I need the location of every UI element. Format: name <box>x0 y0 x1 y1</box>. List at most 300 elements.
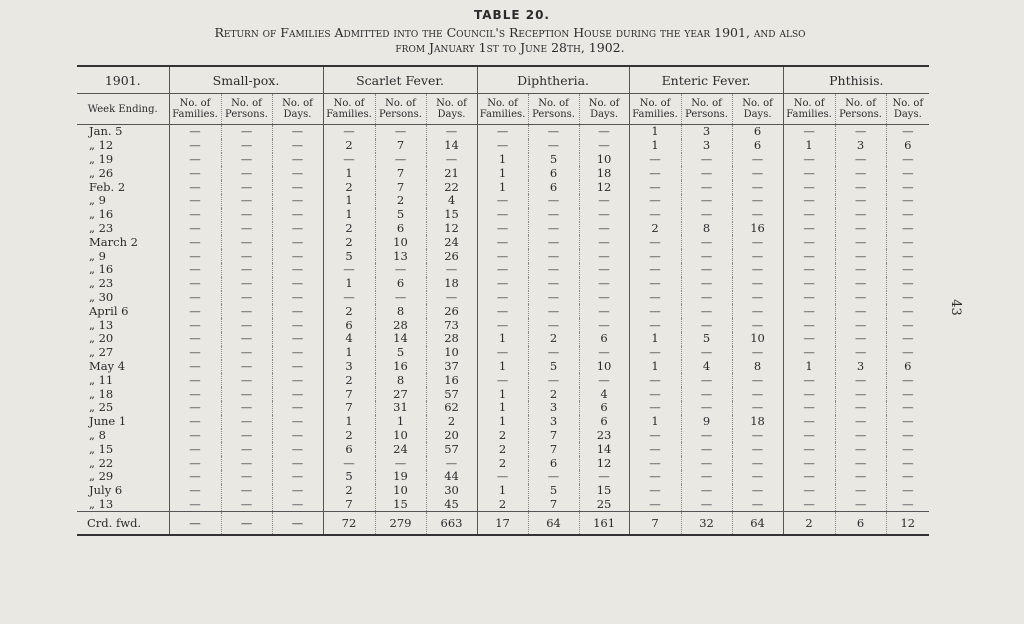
table-cell: — <box>732 373 783 387</box>
table-cell: — <box>528 222 579 236</box>
table-cell: 31 <box>375 401 426 415</box>
table-cell: — <box>477 139 528 153</box>
table-cell: — <box>272 318 323 332</box>
table-cell: — <box>477 304 528 318</box>
total-cell: 279 <box>375 512 426 536</box>
table-cell: — <box>629 387 681 401</box>
table-cell: 25 <box>579 498 629 512</box>
table-cell: — <box>221 456 272 470</box>
table-cell: — <box>835 291 886 305</box>
table-cell: 1 <box>629 125 681 139</box>
week-ending-cell: Jan. 5 <box>89 124 123 139</box>
total-cell: 2 <box>783 512 835 536</box>
table-cell: — <box>783 415 835 429</box>
table-cell: — <box>835 180 886 194</box>
table-cell: — <box>477 346 528 360</box>
table-cell: 1 <box>629 139 681 153</box>
table-cell: 16 <box>426 373 477 387</box>
table-cell: — <box>272 125 323 139</box>
table-cell: — <box>221 484 272 498</box>
table-cell: — <box>221 498 272 512</box>
table-cell: 1 <box>629 415 681 429</box>
table-cell: — <box>835 304 886 318</box>
table-cell: — <box>783 249 835 263</box>
table-cell: — <box>426 456 477 470</box>
table-cell: 6 <box>375 222 426 236</box>
total-cell: — <box>221 512 272 536</box>
table-cell: — <box>169 304 221 318</box>
table-cell: 10 <box>375 484 426 498</box>
table-row <box>77 222 929 236</box>
table-cell: 30 <box>426 484 477 498</box>
table-cell: — <box>272 235 323 249</box>
table-cell: — <box>169 125 221 139</box>
table-cell: 23 <box>579 429 629 443</box>
table-row <box>77 456 929 470</box>
table-cell: — <box>886 387 929 401</box>
table-cell: — <box>629 249 681 263</box>
table-cell: 16 <box>732 222 783 236</box>
table-cell: — <box>477 208 528 222</box>
table-cell: 13 <box>375 249 426 263</box>
table-cell: 7 <box>375 139 426 153</box>
table-cell: — <box>426 125 477 139</box>
table-cell: 1 <box>783 139 835 153</box>
table-cell: — <box>169 470 221 484</box>
sub-header-cell: No. of Persons. <box>835 94 886 125</box>
table-cell: — <box>629 194 681 208</box>
table-row <box>77 360 929 374</box>
table-cell: — <box>783 235 835 249</box>
table-cell: — <box>629 235 681 249</box>
table-cell: — <box>528 263 579 277</box>
table-row <box>77 318 929 332</box>
table-cell: 57 <box>426 442 477 456</box>
group-header-smallpox: Small-pox. <box>169 66 323 94</box>
table-cell: 2 <box>477 442 528 456</box>
table-cell: 15 <box>579 484 629 498</box>
table-cell: — <box>221 415 272 429</box>
table-cell: — <box>477 222 528 236</box>
table-cell: — <box>169 456 221 470</box>
table-row <box>77 373 929 387</box>
table-cell: 1 <box>477 415 528 429</box>
table-cell: 2 <box>477 429 528 443</box>
table-cell: — <box>169 222 221 236</box>
table-cell: 6 <box>579 332 629 346</box>
group-header-row <box>77 66 929 94</box>
table-cell: — <box>886 304 929 318</box>
table-cell: 2 <box>426 415 477 429</box>
table-row <box>77 153 929 167</box>
table-cell: — <box>629 166 681 180</box>
sub-header-cell: No. of Persons. <box>528 94 579 125</box>
table-cell: — <box>221 332 272 346</box>
table-cell: — <box>629 153 681 167</box>
total-cell: 64 <box>732 512 783 536</box>
table-cell: — <box>629 401 681 415</box>
table-cell: — <box>477 125 528 139</box>
table-cell: 7 <box>528 442 579 456</box>
table-cell: 1 <box>323 208 375 222</box>
table-row <box>77 304 929 318</box>
table-cell: — <box>528 291 579 305</box>
table-cell: — <box>375 291 426 305</box>
table-cell: — <box>886 277 929 291</box>
table-cell: — <box>272 222 323 236</box>
week-ending-cell: May 4 <box>89 358 126 373</box>
table-cell: — <box>732 277 783 291</box>
table-row <box>77 249 929 263</box>
table-row <box>77 194 929 208</box>
table-cell: — <box>221 291 272 305</box>
table-cell: — <box>528 304 579 318</box>
table-row <box>77 498 929 512</box>
total-row <box>77 512 929 536</box>
table-cell: — <box>681 166 732 180</box>
table-cell: 5 <box>323 470 375 484</box>
table-cell: 26 <box>426 249 477 263</box>
table-row <box>77 235 929 249</box>
table-cell: 1 <box>323 194 375 208</box>
table-cell: — <box>732 429 783 443</box>
table-cell: — <box>323 153 375 167</box>
table-cell: 4 <box>681 360 732 374</box>
table-cell: — <box>783 401 835 415</box>
table-cell: — <box>835 498 886 512</box>
table-cell: 14 <box>426 139 477 153</box>
table-cell: — <box>783 332 835 346</box>
table-cell: — <box>835 318 886 332</box>
table-cell: — <box>272 484 323 498</box>
table-cell: — <box>681 153 732 167</box>
table-cell: — <box>783 456 835 470</box>
table-cell: — <box>732 208 783 222</box>
table-cell: — <box>732 153 783 167</box>
table-cell: — <box>169 180 221 194</box>
table-cell: — <box>221 277 272 291</box>
table-cell: — <box>681 291 732 305</box>
sub-header-cell: No. of Families. <box>323 94 375 125</box>
table-cell: 7 <box>528 498 579 512</box>
page-number: 43 <box>948 299 964 316</box>
table-cell: 1 <box>477 401 528 415</box>
total-cell: — <box>169 512 221 536</box>
table-cell: — <box>886 373 929 387</box>
table-cell: — <box>835 456 886 470</box>
table-cell: — <box>272 304 323 318</box>
table-cell: — <box>783 263 835 277</box>
table-row <box>77 139 929 153</box>
table-cell: — <box>579 470 629 484</box>
table-cell: — <box>528 139 579 153</box>
table-cell: — <box>528 277 579 291</box>
table-cell: 6 <box>886 360 929 374</box>
total-cell: 32 <box>681 512 732 536</box>
table-cell: — <box>169 208 221 222</box>
table-cell: — <box>732 498 783 512</box>
table-cell: — <box>579 304 629 318</box>
table-cell: 2 <box>323 373 375 387</box>
week-ending-cell: „ 19 <box>89 151 114 166</box>
table-cell: — <box>579 263 629 277</box>
week-ending-cell: „ 20 <box>89 331 114 346</box>
total-cell: 72 <box>323 512 375 536</box>
table-cell: — <box>681 277 732 291</box>
table-cell: — <box>272 180 323 194</box>
table-cell: 7 <box>528 429 579 443</box>
table-cell: — <box>272 401 323 415</box>
table-cell: — <box>477 291 528 305</box>
table-row <box>77 387 929 401</box>
table-cell: — <box>886 166 929 180</box>
table-cell: 2 <box>323 429 375 443</box>
table-cell: — <box>629 304 681 318</box>
week-ending-cell: „ 27 <box>89 345 114 360</box>
table-cell: — <box>732 318 783 332</box>
table-cell: 45 <box>426 498 477 512</box>
table-cell: 1 <box>477 484 528 498</box>
table-cell: 10 <box>579 360 629 374</box>
table-cell: — <box>375 263 426 277</box>
table-cell: — <box>681 470 732 484</box>
table-cell: — <box>579 194 629 208</box>
table-cell: — <box>528 249 579 263</box>
table-cell: — <box>629 263 681 277</box>
table-cell: 10 <box>426 346 477 360</box>
table-cell: — <box>783 442 835 456</box>
table-cell: — <box>783 484 835 498</box>
table-cell: 5 <box>375 208 426 222</box>
week-ending-cell: Feb. 2 <box>89 179 126 194</box>
sub-header-cell: No. of Families. <box>783 94 835 125</box>
table-cell: 1 <box>323 415 375 429</box>
table-cell: 5 <box>375 346 426 360</box>
table-cell: — <box>477 235 528 249</box>
week-ending-cell: „ 9 <box>89 193 106 208</box>
table-cell: — <box>272 277 323 291</box>
table-cell: — <box>579 277 629 291</box>
table-cell: 6 <box>323 318 375 332</box>
table-cell: 1 <box>375 415 426 429</box>
table-cell: — <box>169 387 221 401</box>
table-cell: 1 <box>477 332 528 346</box>
table-cell: — <box>272 456 323 470</box>
table-cell: — <box>835 208 886 222</box>
table-body <box>77 125 929 512</box>
table-cell: 5 <box>528 153 579 167</box>
table-cell: — <box>221 235 272 249</box>
table-cell: 21 <box>426 166 477 180</box>
group-header-diphtheria: Diphtheria. <box>477 66 629 94</box>
table-cell: — <box>528 318 579 332</box>
table-cell: — <box>221 208 272 222</box>
table-cell: — <box>681 194 732 208</box>
table-cell: 2 <box>323 304 375 318</box>
table-row <box>77 208 929 222</box>
table-cell: 3 <box>528 415 579 429</box>
table-cell: — <box>169 415 221 429</box>
table-cell: 2 <box>629 222 681 236</box>
table-cell: 28 <box>426 332 477 346</box>
table-cell: — <box>886 401 929 415</box>
table-cell: — <box>783 208 835 222</box>
table-cell: — <box>681 346 732 360</box>
sub-header-cell: No. of Days. <box>886 94 929 125</box>
table-cell: — <box>835 332 886 346</box>
table-row <box>77 166 929 180</box>
table-cell: 1 <box>629 360 681 374</box>
table-cell: — <box>169 277 221 291</box>
table-cell: — <box>221 346 272 360</box>
table-cell: 6 <box>528 166 579 180</box>
table-cell: — <box>579 373 629 387</box>
table-cell: 12 <box>579 456 629 470</box>
table-row <box>77 429 929 443</box>
table-cell: 5 <box>681 332 732 346</box>
table-cell: — <box>221 125 272 139</box>
table-cell: 1 <box>323 277 375 291</box>
table-cell: — <box>629 456 681 470</box>
table-cell: — <box>835 442 886 456</box>
table-cell: — <box>835 346 886 360</box>
total-cell: 6 <box>835 512 886 536</box>
table-cell: — <box>272 208 323 222</box>
table-cell: — <box>579 208 629 222</box>
table-cell: — <box>886 332 929 346</box>
table-cell: — <box>169 249 221 263</box>
table-cell: — <box>272 429 323 443</box>
table-cell: — <box>783 194 835 208</box>
table-cell: — <box>272 153 323 167</box>
table-cell: — <box>835 373 886 387</box>
table-cell: — <box>426 263 477 277</box>
table-cell: 19 <box>375 470 426 484</box>
table-cell: 4 <box>579 387 629 401</box>
table-cell: — <box>221 304 272 318</box>
table-cell: — <box>528 194 579 208</box>
table-cell: — <box>477 194 528 208</box>
table-cell: — <box>732 235 783 249</box>
total-cell: — <box>272 512 323 536</box>
table-cell: 1 <box>323 346 375 360</box>
week-ending-cell: „ 18 <box>89 386 114 401</box>
table-cell: — <box>783 304 835 318</box>
table-cell: 73 <box>426 318 477 332</box>
table-cell: — <box>169 194 221 208</box>
table-cell: — <box>732 484 783 498</box>
sub-header-cell: No. of Days. <box>732 94 783 125</box>
sub-header-cell: No. of Days. <box>426 94 477 125</box>
table-cell: — <box>732 401 783 415</box>
sub-header-cell: No. of Days. <box>579 94 629 125</box>
week-ending-cell: „ 26 <box>89 165 114 180</box>
sub-header-cell: No. of Persons. <box>375 94 426 125</box>
table-cell: 1 <box>783 360 835 374</box>
week-ending-cell: „ 30 <box>89 289 114 304</box>
table-cell: 10 <box>375 429 426 443</box>
table-cell: — <box>835 125 886 139</box>
table-cell: 2 <box>375 194 426 208</box>
table-cell: — <box>477 249 528 263</box>
table-cell: — <box>477 277 528 291</box>
table-cell: 1 <box>629 332 681 346</box>
table-cell: — <box>528 470 579 484</box>
table-cell: 1 <box>477 180 528 194</box>
table-cell: — <box>783 346 835 360</box>
table-cell: — <box>835 235 886 249</box>
table-cell: 15 <box>375 498 426 512</box>
week-ending-cell: „ 8 <box>89 427 106 442</box>
table-cell: — <box>169 139 221 153</box>
table-cell: — <box>629 180 681 194</box>
week-ending-cell: „ 23 <box>89 276 114 291</box>
sub-header-cell: No. of Families. <box>169 94 221 125</box>
total-cell: 663 <box>426 512 477 536</box>
table-cell: — <box>835 153 886 167</box>
table-cell: 2 <box>323 235 375 249</box>
table-cell: — <box>221 139 272 153</box>
table-cell: 6 <box>732 125 783 139</box>
table-cell: — <box>783 180 835 194</box>
table-cell: — <box>886 498 929 512</box>
table-cell: 8 <box>681 222 732 236</box>
table-cell: — <box>375 125 426 139</box>
week-ending-cell: „ 15 <box>89 441 114 456</box>
table-cell: — <box>732 194 783 208</box>
table-cell: 10 <box>732 332 783 346</box>
table-cell: — <box>835 249 886 263</box>
table-cell: — <box>732 442 783 456</box>
table-cell: 37 <box>426 360 477 374</box>
table-row <box>77 442 929 456</box>
subtitle-line-2: from January 1st to June 28th, 1902. <box>395 40 625 55</box>
table-cell: — <box>579 125 629 139</box>
sub-header-cell: No. of Families. <box>477 94 528 125</box>
table-cell: — <box>629 346 681 360</box>
table-cell: 2 <box>477 456 528 470</box>
table-cell: — <box>169 291 221 305</box>
sub-header-cell: No. of Persons. <box>681 94 732 125</box>
table-cell: — <box>221 318 272 332</box>
table-cell: 8 <box>732 360 783 374</box>
total-label: Crd. fwd. <box>77 512 169 536</box>
table-cell: — <box>732 180 783 194</box>
table-cell: — <box>681 304 732 318</box>
week-ending-header: Week Ending. <box>77 94 169 125</box>
table-cell: 1 <box>477 153 528 167</box>
table-cell: — <box>886 470 929 484</box>
table-cell: — <box>272 332 323 346</box>
table-cell: 2 <box>323 139 375 153</box>
table-cell: — <box>169 263 221 277</box>
table-cell: — <box>169 442 221 456</box>
table-cell: 24 <box>375 442 426 456</box>
table-cell: — <box>783 373 835 387</box>
table-row <box>77 346 929 360</box>
group-header-enteric-fever: Enteric Fever. <box>629 66 783 94</box>
table-cell: — <box>477 373 528 387</box>
table-cell: — <box>221 373 272 387</box>
total-cell: 64 <box>528 512 579 536</box>
table-row <box>77 332 929 346</box>
table-cell: — <box>629 208 681 222</box>
table-cell: — <box>629 318 681 332</box>
sub-header-cell: No. of Days. <box>272 94 323 125</box>
table-cell: — <box>528 208 579 222</box>
table-cell: — <box>629 484 681 498</box>
table-cell: — <box>681 442 732 456</box>
